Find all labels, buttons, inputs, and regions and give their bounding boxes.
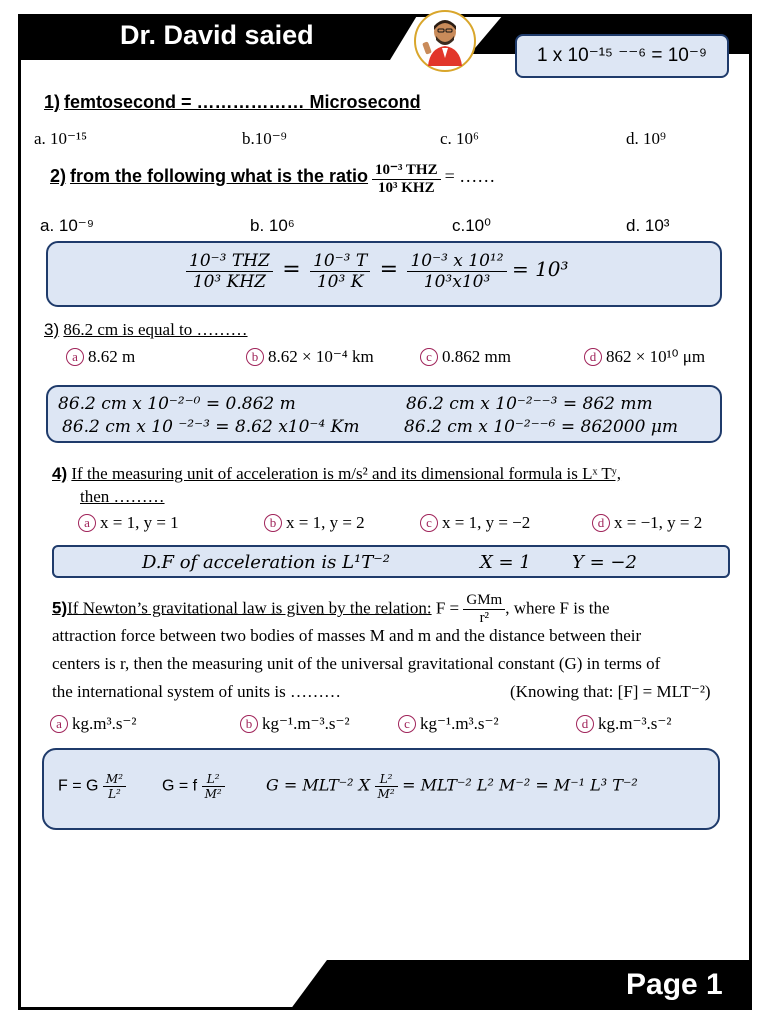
q3-solution-line-1: 86.2 cm x 10⁻²⁻⁰ = 0.862 m [58, 394, 296, 414]
question-5-text-a: If Newton’s gravitational law is given by the relation: [67, 598, 432, 618]
q5-option-d[interactable]: d kg.m⁻³.s⁻² [576, 714, 671, 734]
question-5-number: 5) [52, 598, 68, 618]
q2-solution-box [46, 241, 722, 307]
q5-option-a[interactable]: a kg.m³.s⁻² [50, 714, 137, 734]
q3-solution-line-2: 86.2 cm x 10⁻²⁻⁻³ = 862 mm [406, 394, 653, 414]
header-title: Dr. David saied [120, 20, 314, 50]
q2-solution-result: = 10³ [511, 257, 569, 281]
q4-option-b[interactable]: b x = 1, y = 2 [264, 513, 365, 533]
q3-option-d[interactable]: d 862 × 10¹⁰ μm [584, 347, 705, 367]
question-5-text-b: , where F is the [505, 598, 610, 618]
question-3-text: 86.2 cm is equal to ……… [63, 320, 248, 339]
q4-solution-box [52, 545, 730, 578]
q2-option-d[interactable]: d. 10³ [626, 216, 670, 235]
question-5-line-3: centers is r, then the measuring unit of the universal gravitational constant (G) in terms of [52, 654, 661, 673]
q1-option-c[interactable]: c. 10⁶ [440, 129, 479, 148]
q4-option-c[interactable]: c x = 1, y = −2 [420, 513, 530, 533]
question-2-tail: = …… [444, 166, 496, 187]
question-4 [52, 464, 712, 484]
q4-option-d[interactable]: d x = −1, y = 2 [592, 513, 702, 533]
author-portrait-icon [416, 12, 474, 70]
q4-solution-y: Y = −2 [572, 552, 637, 573]
q2-frac-num: 10⁻³ THZ [372, 160, 441, 180]
question-5-fraction: $\frac{\text{GMm}}{\text{r²}}$ [463, 592, 505, 627]
q4-solution-x: X = 1 [480, 552, 531, 573]
q4-option-a[interactable]: a x = 1, y = 1 [78, 513, 179, 533]
q2-solution-equation: $\frac{\text{10⁻³ THZ}}{\text{10³ KHZ}}$ = $\frac{\text{10⁻³ T}}{\text{10³ K}}$ = $\frac{\text{10⁻³ x 10¹²}}{\text{10³x10³}}$ = 10³ [186, 251, 569, 292]
q3-solution-line-4: 86.2 cm x 10⁻²⁻⁻⁶ = 862000 μm [404, 417, 678, 437]
q2-solution-frac-3: $\frac{\text{10⁻³ x 10¹²}}{\text{10³x10³}}$ [407, 251, 506, 292]
question-5-line-2: attraction force between two bodies of masses M and m and the distance between their [52, 626, 642, 645]
question-2-number: 2) [50, 166, 67, 187]
question-5-line-1 [52, 592, 610, 627]
q5-solution-part-1: F = G $\frac{\text{M²}}{\text{L²}}$ [58, 772, 126, 801]
page-number: Page 1 [626, 968, 723, 1001]
question-4-text: If the measuring unit of acceleration is m/s² and its dimensional formula is Lˣ Tʸ, [71, 464, 622, 483]
question-4-text-2: then ……… [80, 487, 165, 506]
q1-option-a[interactable]: a. 10⁻¹⁵ [34, 129, 88, 148]
q3-solution-box [46, 385, 722, 443]
question-5-line-4: the international system of units is ……… [52, 682, 341, 701]
question-2-text: from the following what is the ratio [70, 166, 369, 187]
question-3 [44, 320, 248, 340]
q2-solution-frac-2: $\frac{\text{10⁻³ T}}{\text{10³ K}}$ [310, 251, 370, 292]
question-2 [50, 160, 495, 197]
q5-solution-part-2: G = f $\frac{\text{L²}}{\text{M²}}$ [162, 772, 225, 801]
question-1 [44, 92, 421, 113]
question-1-number: 1) [44, 92, 61, 112]
q5-option-b[interactable]: b kg⁻¹.m⁻³.s⁻² [240, 714, 350, 734]
author-avatar [414, 10, 476, 72]
q4-solution-df: D.F of acceleration is L¹T⁻² [142, 552, 390, 573]
q5-solution-part-3: G = MLT⁻² X $\frac{\text{L²}}{\text{M²}}$ = MLT⁻² L² M⁻² = M⁻¹ L³ T⁻² [266, 772, 638, 801]
q3-option-c[interactable]: c 0.862 mm [420, 347, 511, 367]
q2-option-c[interactable]: c.10⁰ [452, 216, 491, 235]
q3-option-a[interactable]: a 8.62 m [66, 347, 135, 367]
ratio-note-box: 1 x 10⁻¹⁵ ⁻⁻⁶ = 10⁻⁹ [515, 34, 729, 78]
q2-frac-den: 10³ KHZ [378, 180, 435, 196]
question-1-text: femtosecond = ……………… Microsecond [64, 92, 421, 112]
question-2-fraction [372, 160, 441, 197]
question-3-number: 3) [44, 320, 60, 339]
q1-option-b[interactable]: b.10⁻⁹ [242, 129, 287, 148]
q3-solution-line-3: 86.2 cm x 10 ⁻²⁻³ = 8.62 x10⁻⁴ Km [62, 417, 360, 437]
q3-option-b[interactable]: b 8.62 × 10⁻⁴ km [246, 347, 374, 367]
q5-option-c[interactable]: c kg⁻¹.m³.s⁻² [398, 714, 499, 734]
q2-solution-frac-1: $\frac{\text{10⁻³ THZ}}{\text{10³ KHZ}}$ [186, 251, 273, 292]
question-4-number: 4) [52, 464, 68, 483]
q1-option-d[interactable]: d. 10⁹ [626, 129, 666, 148]
question-5-formula-lead: F = [435, 598, 460, 618]
q2-option-a[interactable]: a. 10⁻⁹ [40, 216, 95, 235]
q2-option-b[interactable]: b. 10⁶ [250, 216, 295, 235]
question-5-knowing: (Knowing that: [F] = MLT⁻²) [510, 682, 711, 701]
q5-solution-box [42, 748, 720, 830]
